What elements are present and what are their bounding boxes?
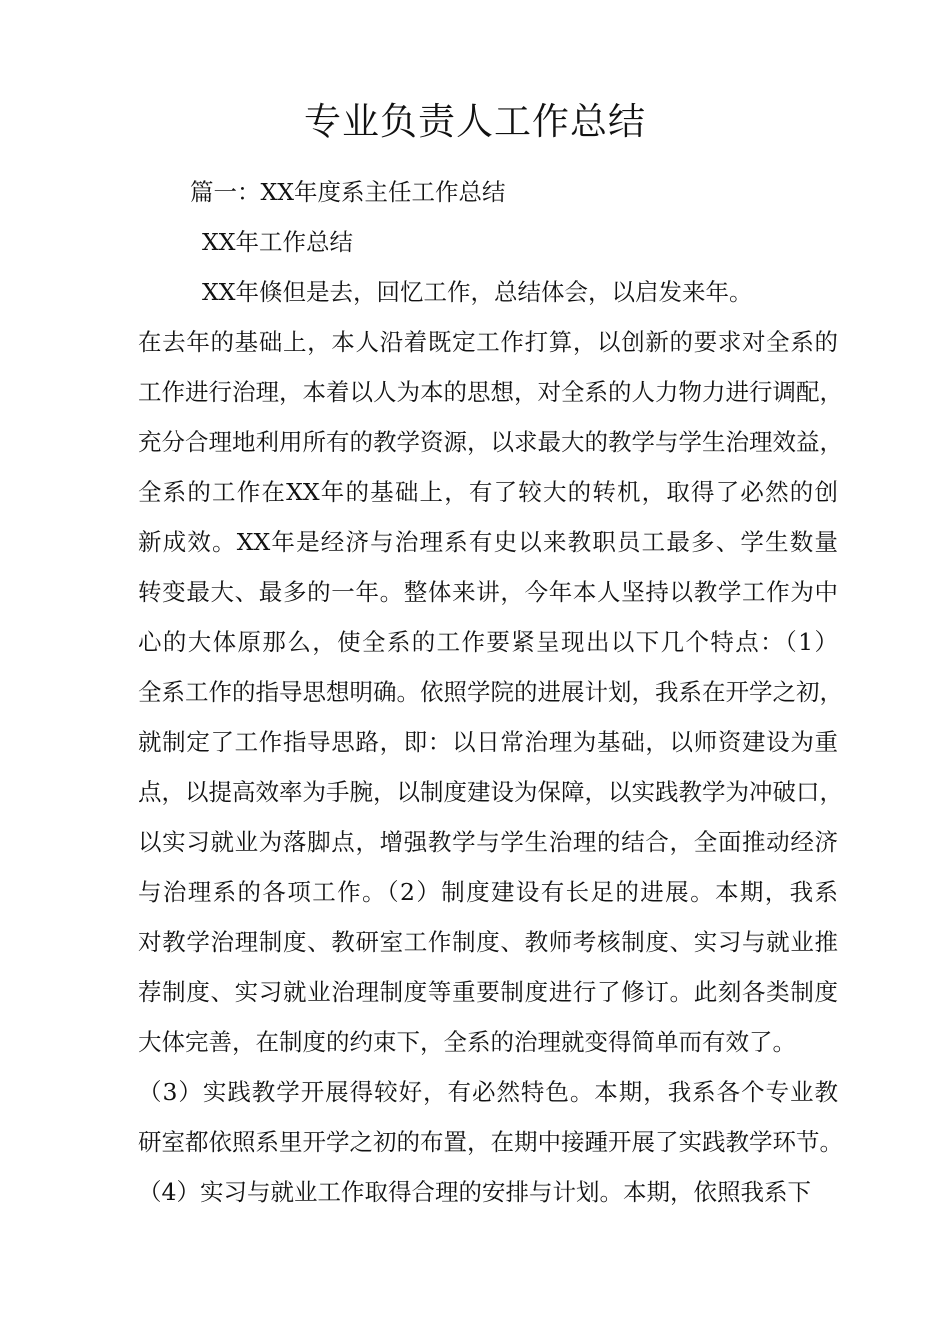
opening-sentence: XX年倏但是去，回忆工作，总结体会，以启发来年。 [202, 278, 753, 306]
document-title: 专业负责人工作总结 [304, 100, 646, 143]
body-line: 全系工作的指导思想明确。依照学院的进展计划，我系在开学之初， [138, 678, 843, 706]
body-line: 以实习就业为落脚点，增强教学与学生治理的结合，全面推动经济 [138, 828, 838, 856]
body-line: 研室都依照系里开学之初的布置，在期中接踵开展了实践教学环节。 [138, 1128, 843, 1156]
body-line: 新成效。XX年是经济与治理系有史以来教职员工最多、学生数量 [138, 528, 838, 556]
body-line: 全系的工作在XX年的基础上，有了较大的转机，取得了必然的创 [138, 478, 838, 506]
body-line: 就制定了工作指导思路，即：以日常治理为基础，以师资建设为重 [138, 728, 838, 756]
body-line: 点，以提高效率为手腕，以制度建设为保障，以实践教学为冲破口， [138, 778, 843, 806]
body-line: 转变最大、最多的一年。整体来讲，今年本人坚持以教学工作为中 [138, 578, 838, 606]
body-line: 对教学治理制度、教研室工作制度、教师考核制度、实习与就业推 [138, 928, 838, 956]
body-line: 心的大体原那么，使全系的工作要紧呈现出以下几个特点：（1） [138, 628, 838, 656]
body-line: 荐制度、实习就业治理制度等重要制度进行了修订。此刻各类制度 [138, 978, 838, 1006]
body-line: 在去年的基础上，本人沿着既定工作打算，以创新的要求对全系的 [138, 328, 838, 356]
body-line: （3）实践教学开展得较好，有必然特色。本期，我系各个专业教 [138, 1078, 838, 1106]
section-heading: 篇一：XX年度系主任工作总结 [190, 178, 506, 206]
body-line: 工作进行治理，本着以人为本的思想，对全系的人力物力进行调配， [138, 378, 843, 406]
body-line: 充分合理地利用所有的教学资源，以求最大的教学与学生治理效益， [138, 428, 843, 456]
body-line: 大体完善，在制度的约束下，全系的治理就变得简单而有效了。 [138, 1028, 796, 1056]
body-line: （4）实习与就业工作取得合理的安排与计划。本期，依照我系下 [138, 1178, 811, 1206]
body-line: 与治理系的各项工作。（2）制度建设有长足的进展。本期，我系 [138, 878, 838, 906]
sub-heading: XX年工作总结 [202, 228, 353, 256]
